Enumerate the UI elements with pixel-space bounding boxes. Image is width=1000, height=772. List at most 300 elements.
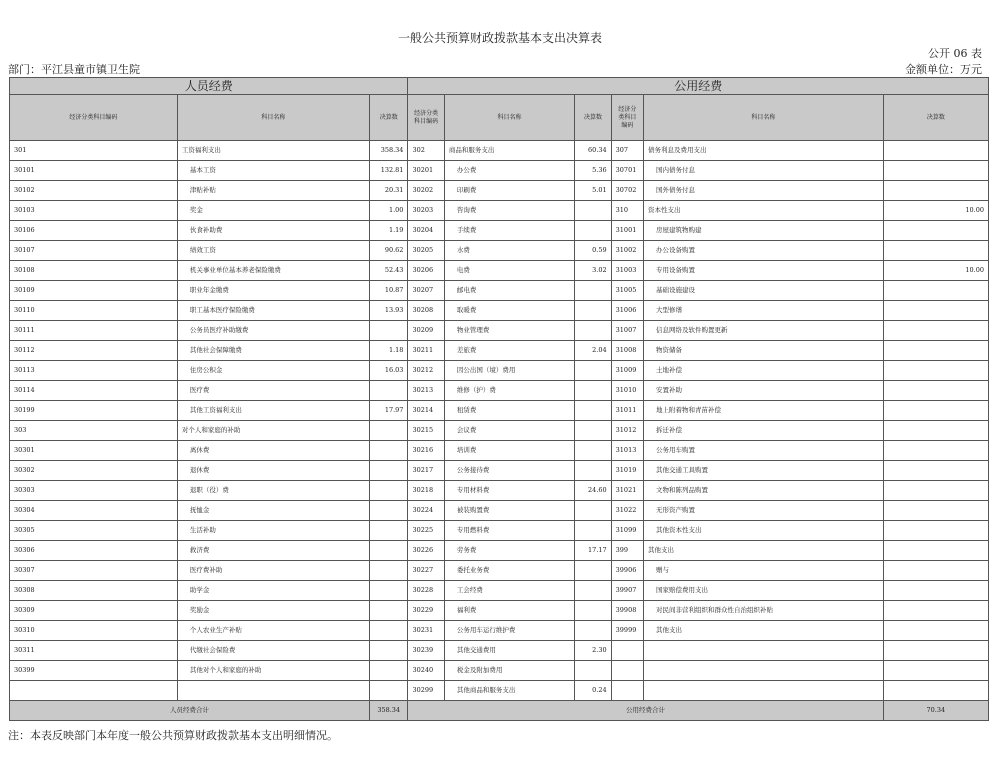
other-code-cell: 31009 [611, 361, 643, 381]
goods-amount-cell [575, 661, 611, 681]
table-row [10, 321, 989, 341]
goods-amount-cell: 3.02 [575, 261, 611, 281]
section-personnel: 人员经费 [10, 78, 408, 95]
other-code-cell: 39908 [611, 601, 643, 621]
other-code-cell: 39907 [611, 581, 643, 601]
other-code-cell: 31012 [611, 421, 643, 441]
other-code-cell: 31003 [611, 261, 643, 281]
personnel-name-cell: 助学金 [177, 581, 369, 601]
personnel-name-cell [177, 681, 369, 701]
personnel-code-cell: 30309 [10, 601, 178, 621]
other-name-cell: 物资储备 [644, 341, 884, 361]
other-name-cell [644, 681, 884, 701]
personnel-amount-cell [369, 481, 407, 501]
goods-name-cell: 被装购置费 [444, 501, 574, 521]
other-amount-cell [883, 141, 988, 161]
other-amount-cell [883, 561, 988, 581]
goods-code-cell: 30228 [408, 581, 444, 601]
personnel-name-cell: 其他社会保障缴费 [177, 341, 369, 361]
personnel-code-cell: 30114 [10, 381, 178, 401]
personnel-name-cell: 抚恤金 [177, 501, 369, 521]
other-amount-cell: 10.00 [883, 261, 988, 281]
table-row [10, 161, 989, 181]
personnel-amount-cell [369, 681, 407, 701]
other-name-cell: 办公设备购置 [644, 241, 884, 261]
personnel-code-cell: 30311 [10, 641, 178, 661]
goods-name-cell: 办公费 [444, 161, 574, 181]
other-code-cell: 31099 [611, 521, 643, 541]
personnel-amount-cell: 10.87 [369, 281, 407, 301]
goods-amount-cell [575, 501, 611, 521]
personnel-code-cell: 30112 [10, 341, 178, 361]
other-name-cell: 土地补偿 [644, 361, 884, 381]
goods-amount-cell: 24.60 [575, 481, 611, 501]
other-code-cell: 31008 [611, 341, 643, 361]
personnel-name-cell: 机关事业单位基本养老保险缴费 [177, 261, 369, 281]
personnel-name-cell: 伙食补助费 [177, 221, 369, 241]
personnel-name-cell: 奖励金 [177, 601, 369, 621]
other-name-cell: 专用设备购置 [644, 261, 884, 281]
personnel-amount-cell [369, 541, 407, 561]
goods-name-cell: 公务用车运行维护费 [444, 621, 574, 641]
goods-name-cell: 电费 [444, 261, 574, 281]
col-goods-amount: 决算数 [575, 95, 611, 141]
other-code-cell: 307 [611, 141, 643, 161]
table-row [10, 501, 989, 521]
personnel-amount-cell: 90.62 [369, 241, 407, 261]
goods-code-cell: 30218 [408, 481, 444, 501]
goods-amount-cell: 17.17 [575, 541, 611, 561]
public-total-label: 公用经费合计 [408, 701, 883, 721]
goods-name-cell: 租赁费 [444, 401, 574, 421]
other-amount-cell [883, 541, 988, 561]
personnel-amount-cell [369, 641, 407, 661]
other-amount-cell [883, 581, 988, 601]
other-name-cell: 其他支出 [644, 621, 884, 641]
other-name-cell: 地上附着物和青苗补偿 [644, 401, 884, 421]
other-code-cell: 31021 [611, 481, 643, 501]
personnel-amount-cell: 1.00 [369, 201, 407, 221]
personnel-amount-cell [369, 621, 407, 641]
goods-code-cell: 30202 [408, 181, 444, 201]
personnel-name-cell: 对个人和家庭的补助 [177, 421, 369, 441]
personnel-name-cell: 职工基本医疗保险缴费 [177, 301, 369, 321]
personnel-code-cell: 30113 [10, 361, 178, 381]
personnel-code-cell: 30310 [10, 621, 178, 641]
other-name-cell: 公务用车购置 [644, 441, 884, 461]
personnel-code-cell: 30110 [10, 301, 178, 321]
other-name-cell: 无形资产购置 [644, 501, 884, 521]
table-row [10, 221, 989, 241]
goods-amount-cell: 2.04 [575, 341, 611, 361]
goods-name-cell: 税金及附加费用 [444, 661, 574, 681]
other-amount-cell [883, 481, 988, 501]
other-amount-cell [883, 441, 988, 461]
personnel-code-cell: 30304 [10, 501, 178, 521]
table-body [10, 141, 989, 701]
goods-code-cell: 30215 [408, 421, 444, 441]
goods-name-cell: 工会经费 [444, 581, 574, 601]
personnel-amount-cell [369, 561, 407, 581]
goods-amount-cell [575, 581, 611, 601]
goods-name-cell: 取暖费 [444, 301, 574, 321]
table-row [10, 361, 989, 381]
personnel-code-cell: 30306 [10, 541, 178, 561]
personnel-code-cell: 30199 [10, 401, 178, 421]
personnel-amount-cell: 20.31 [369, 181, 407, 201]
goods-name-cell: 咨询费 [444, 201, 574, 221]
goods-name-cell: 会议费 [444, 421, 574, 441]
other-amount-cell [883, 521, 988, 541]
unit-label: 金额单位：万元 [905, 63, 982, 76]
goods-amount-cell [575, 601, 611, 621]
goods-code-cell: 302 [408, 141, 444, 161]
personnel-amount-cell [369, 601, 407, 621]
personnel-code-cell: 30107 [10, 241, 178, 261]
personnel-amount-cell: 52.43 [369, 261, 407, 281]
table-row [10, 201, 989, 221]
goods-code-cell: 30299 [408, 681, 444, 701]
other-code-cell: 31010 [611, 381, 643, 401]
other-name-cell: 其他交通工具购置 [644, 461, 884, 481]
footnote: 注：本表反映部门本年度一般公共预算财政拨款基本支出明细情况。 [8, 729, 338, 742]
other-amount-cell [883, 501, 988, 521]
other-amount-cell [883, 161, 988, 181]
personnel-amount-cell [369, 381, 407, 401]
other-code-cell: 31001 [611, 221, 643, 241]
personnel-code-cell: 30305 [10, 521, 178, 541]
personnel-amount-cell [369, 521, 407, 541]
other-name-cell: 安置补助 [644, 381, 884, 401]
other-name-cell: 基础设施建设 [644, 281, 884, 301]
other-amount-cell [883, 181, 988, 201]
goods-code-cell: 30225 [408, 521, 444, 541]
goods-amount-cell: 0.59 [575, 241, 611, 261]
goods-amount-cell [575, 401, 611, 421]
personnel-code-cell [10, 681, 178, 701]
other-name-cell: 国家赔偿费用支出 [644, 581, 884, 601]
personnel-amount-cell [369, 441, 407, 461]
other-code-cell: 39999 [611, 621, 643, 641]
personnel-amount-cell [369, 581, 407, 601]
other-code-cell: 31002 [611, 241, 643, 261]
other-amount-cell [883, 301, 988, 321]
other-amount-cell [883, 321, 988, 341]
other-name-cell: 赠与 [644, 561, 884, 581]
other-name-cell: 国外债务付息 [644, 181, 884, 201]
other-code-cell [611, 681, 643, 701]
goods-code-cell: 30207 [408, 281, 444, 301]
table-row [10, 661, 989, 681]
goods-amount-cell [575, 621, 611, 641]
other-amount-cell [883, 381, 988, 401]
personnel-amount-cell [369, 501, 407, 521]
table-row [10, 421, 989, 441]
goods-amount-cell [575, 461, 611, 481]
public-total-amount: 70.34 [883, 701, 988, 721]
personnel-amount-cell [369, 421, 407, 441]
goods-code-cell: 30224 [408, 501, 444, 521]
form-number: 公开 06 表 [928, 47, 982, 60]
personnel-total-label: 人员经费合计 [10, 701, 370, 721]
goods-code-cell: 30209 [408, 321, 444, 341]
personnel-code-cell: 30307 [10, 561, 178, 581]
personnel-name-cell: 其他对个人和家庭的补助 [177, 661, 369, 681]
table-row [10, 521, 989, 541]
col-goods-code: 经济分类科目编码 [408, 95, 444, 141]
personnel-code-cell: 30106 [10, 221, 178, 241]
other-code-cell: 31007 [611, 321, 643, 341]
goods-name-cell: 邮电费 [444, 281, 574, 301]
personnel-amount-cell: 358.34 [369, 141, 407, 161]
personnel-code-cell: 30302 [10, 461, 178, 481]
personnel-name-cell: 绩效工资 [177, 241, 369, 261]
personnel-amount-cell [369, 321, 407, 341]
goods-name-cell: 手续费 [444, 221, 574, 241]
other-amount-cell [883, 401, 988, 421]
goods-amount-cell: 0.24 [575, 681, 611, 701]
goods-name-cell: 公务接待费 [444, 461, 574, 481]
goods-amount-cell: 5.36 [575, 161, 611, 181]
personnel-code-cell: 30108 [10, 261, 178, 281]
personnel-code-cell: 30111 [10, 321, 178, 341]
table-row [10, 581, 989, 601]
table-row [10, 641, 989, 661]
goods-code-cell: 30201 [408, 161, 444, 181]
goods-name-cell: 差旅费 [444, 341, 574, 361]
other-code-cell: 310 [611, 201, 643, 221]
section-public: 公用经费 [408, 78, 989, 95]
goods-amount-cell [575, 561, 611, 581]
personnel-code-cell: 30103 [10, 201, 178, 221]
goods-code-cell: 30213 [408, 381, 444, 401]
table-row [10, 301, 989, 321]
table-row [10, 281, 989, 301]
other-amount-cell [883, 281, 988, 301]
other-amount-cell [883, 241, 988, 261]
goods-code-cell: 30211 [408, 341, 444, 361]
goods-code-cell: 30231 [408, 621, 444, 641]
goods-amount-cell [575, 201, 611, 221]
other-name-cell: 国内债务付息 [644, 161, 884, 181]
other-amount-cell [883, 601, 988, 621]
personnel-name-cell: 退职（役）费 [177, 481, 369, 501]
personnel-name-cell: 代缴社会保险费 [177, 641, 369, 661]
personnel-name-cell: 医疗费补助 [177, 561, 369, 581]
table-row [10, 481, 989, 501]
other-name-cell: 其他支出 [644, 541, 884, 561]
goods-amount-cell: 2.30 [575, 641, 611, 661]
personnel-code-cell: 30109 [10, 281, 178, 301]
col-personnel-name: 科目名称 [177, 95, 369, 141]
goods-name-cell: 水费 [444, 241, 574, 261]
other-code-cell: 30702 [611, 181, 643, 201]
table-row [10, 261, 989, 281]
goods-amount-cell [575, 441, 611, 461]
goods-amount-cell [575, 381, 611, 401]
other-code-cell: 30701 [611, 161, 643, 181]
other-amount-cell: 10.00 [883, 201, 988, 221]
goods-code-cell: 30203 [408, 201, 444, 221]
goods-code-cell: 30205 [408, 241, 444, 261]
personnel-amount-cell [369, 461, 407, 481]
col-other-code: 经济分类科目编码 [611, 95, 643, 141]
col-personnel-amount: 决算数 [369, 95, 407, 141]
goods-name-cell: 因公出国（境）费用 [444, 361, 574, 381]
goods-amount-cell [575, 221, 611, 241]
other-code-cell: 39906 [611, 561, 643, 581]
other-code-cell: 31011 [611, 401, 643, 421]
personnel-code-cell: 30101 [10, 161, 178, 181]
goods-amount-cell [575, 321, 611, 341]
other-amount-cell [883, 641, 988, 661]
totals-row [10, 701, 989, 721]
other-code-cell: 31005 [611, 281, 643, 301]
col-other-amount: 决算数 [883, 95, 988, 141]
other-code-cell: 31019 [611, 461, 643, 481]
goods-amount-cell [575, 361, 611, 381]
goods-code-cell: 30227 [408, 561, 444, 581]
personnel-amount-cell: 1.18 [369, 341, 407, 361]
personnel-code-cell: 30303 [10, 481, 178, 501]
section-header-row [10, 78, 989, 95]
table-row [10, 401, 989, 421]
personnel-code-cell: 30102 [10, 181, 178, 201]
personnel-name-cell: 医疗费 [177, 381, 369, 401]
table-row [10, 461, 989, 481]
personnel-code-cell: 303 [10, 421, 178, 441]
personnel-amount-cell: 132.81 [369, 161, 407, 181]
table-row [10, 621, 989, 641]
goods-name-cell: 商品和服务支出 [444, 141, 574, 161]
col-personnel-code: 经济分类科目编码 [10, 95, 178, 141]
goods-name-cell: 其他商品和服务支出 [444, 681, 574, 701]
personnel-name-cell: 退休费 [177, 461, 369, 481]
goods-amount-cell [575, 521, 611, 541]
goods-code-cell: 30229 [408, 601, 444, 621]
goods-name-cell: 劳务费 [444, 541, 574, 561]
table-row [10, 241, 989, 261]
other-name-cell [644, 641, 884, 661]
personnel-name-cell: 工资福利支出 [177, 141, 369, 161]
goods-code-cell: 30214 [408, 401, 444, 421]
goods-code-cell: 30208 [408, 301, 444, 321]
goods-name-cell: 其他交通费用 [444, 641, 574, 661]
goods-name-cell: 培训费 [444, 441, 574, 461]
other-amount-cell [883, 221, 988, 241]
personnel-name-cell: 公务员医疗补助缴费 [177, 321, 369, 341]
goods-amount-cell [575, 281, 611, 301]
other-name-cell: 信息网络及软件购置更新 [644, 321, 884, 341]
other-name-cell: 房屋建筑物购建 [644, 221, 884, 241]
table-row [10, 141, 989, 161]
personnel-amount-cell: 1.19 [369, 221, 407, 241]
goods-code-cell: 30239 [408, 641, 444, 661]
other-amount-cell [883, 661, 988, 681]
goods-name-cell: 物业管理费 [444, 321, 574, 341]
column-header-row [10, 95, 989, 141]
other-code-cell: 31013 [611, 441, 643, 461]
table-row [10, 381, 989, 401]
other-amount-cell [883, 681, 988, 701]
personnel-name-cell: 职业年金缴费 [177, 281, 369, 301]
personnel-code-cell: 30399 [10, 661, 178, 681]
other-name-cell: 债务利息及费用支出 [644, 141, 884, 161]
goods-name-cell: 福利费 [444, 601, 574, 621]
personnel-name-cell: 基本工资 [177, 161, 369, 181]
table-row [10, 341, 989, 361]
goods-code-cell: 30217 [408, 461, 444, 481]
goods-code-cell: 30216 [408, 441, 444, 461]
table-row [10, 541, 989, 561]
other-name-cell: 其他资本性支出 [644, 521, 884, 541]
other-name-cell: 资本性支出 [644, 201, 884, 221]
personnel-code-cell: 30301 [10, 441, 178, 461]
other-code-cell: 399 [611, 541, 643, 561]
personnel-name-cell: 生活补助 [177, 521, 369, 541]
personnel-name-cell: 奖金 [177, 201, 369, 221]
department-label: 部门：平江县童市镇卫生院 [8, 63, 140, 76]
goods-name-cell: 委托业务费 [444, 561, 574, 581]
table-row [10, 681, 989, 701]
goods-amount-cell [575, 301, 611, 321]
report-title: 一般公共预算财政拨款基本支出决算表 [397, 31, 602, 45]
personnel-name-cell: 住房公积金 [177, 361, 369, 381]
goods-amount-cell [575, 421, 611, 441]
col-goods-name: 科目名称 [444, 95, 574, 141]
personnel-name-cell: 救济费 [177, 541, 369, 561]
personnel-code-cell: 30308 [10, 581, 178, 601]
other-amount-cell [883, 421, 988, 441]
table-row [10, 181, 989, 201]
other-code-cell [611, 661, 643, 681]
table-row [10, 561, 989, 581]
goods-name-cell: 维修（护）费 [444, 381, 574, 401]
other-code-cell [611, 641, 643, 661]
goods-code-cell: 30212 [408, 361, 444, 381]
expenditure-table [9, 77, 989, 721]
personnel-name-cell: 其他工资福利支出 [177, 401, 369, 421]
other-amount-cell [883, 361, 988, 381]
other-name-cell: 拆迁补偿 [644, 421, 884, 441]
other-name-cell: 对民间非营利组织和群众性自治组织补贴 [644, 601, 884, 621]
personnel-name-cell: 离休费 [177, 441, 369, 461]
other-name-cell [644, 661, 884, 681]
other-amount-cell [883, 621, 988, 641]
goods-name-cell: 专用材料费 [444, 481, 574, 501]
goods-code-cell: 30206 [408, 261, 444, 281]
other-amount-cell [883, 341, 988, 361]
goods-amount-cell: 60.34 [575, 141, 611, 161]
goods-amount-cell: 5.01 [575, 181, 611, 201]
goods-code-cell: 30240 [408, 661, 444, 681]
other-code-cell: 31022 [611, 501, 643, 521]
other-name-cell: 大型修缮 [644, 301, 884, 321]
other-name-cell: 文物和陈列品购置 [644, 481, 884, 501]
personnel-amount-cell: 17.97 [369, 401, 407, 421]
goods-name-cell: 专用燃料费 [444, 521, 574, 541]
other-code-cell: 31006 [611, 301, 643, 321]
personnel-amount-cell [369, 661, 407, 681]
personnel-amount-cell: 16.03 [369, 361, 407, 381]
personnel-total-amount: 358.34 [369, 701, 407, 721]
col-other-name: 科目名称 [644, 95, 884, 141]
goods-code-cell: 30204 [408, 221, 444, 241]
personnel-amount-cell: 13.93 [369, 301, 407, 321]
table-row [10, 601, 989, 621]
goods-code-cell: 30226 [408, 541, 444, 561]
other-amount-cell [883, 461, 988, 481]
